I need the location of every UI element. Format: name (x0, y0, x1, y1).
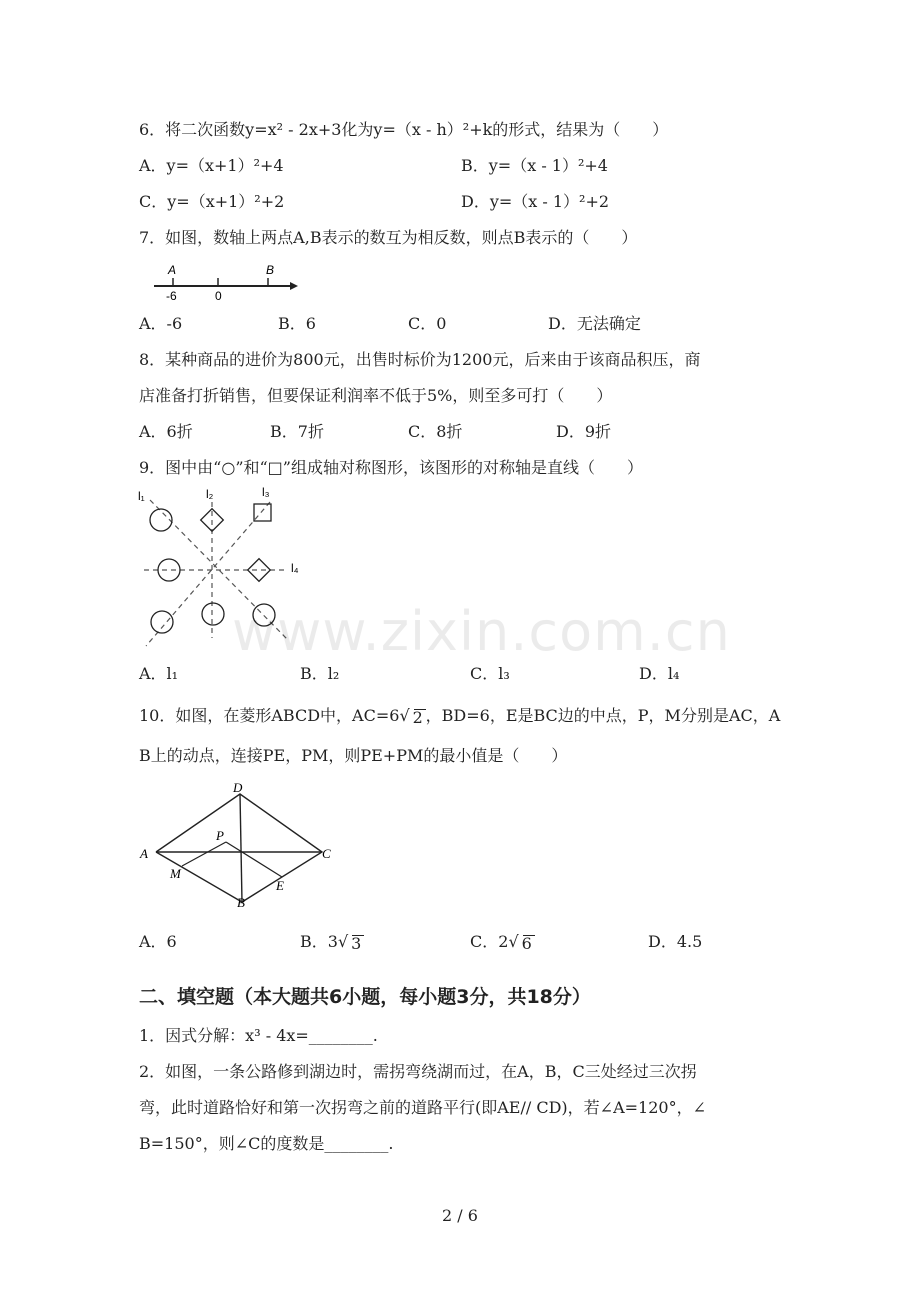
q9-stem: 9．图中由“○”和“□”组成轴对称图形，该图形的对称轴是直线（ ） (139, 458, 643, 477)
f2-line2: 弯，此时道路恰好和第一次拐弯之前的道路平行(即AE// CD)，若∠A=120°，∠ (139, 1098, 706, 1117)
sqrt-icon: √ (399, 706, 410, 725)
q7-option-a: A．-6 (139, 314, 183, 333)
q6-option-d: D．y=（x - 1）²+2 (461, 192, 610, 211)
watermark: www.zixin.com.cn (232, 600, 731, 663)
sqrt-icon: √ (337, 932, 349, 951)
q10-option-b (300, 932, 364, 952)
q9-option-b: B．l₂ (300, 664, 340, 683)
q7-label-b: B (266, 263, 275, 277)
q10-line1-prefix: 10．如图，在菱形ABCD中，AC=6 (139, 706, 400, 725)
q9-option-d: D．l₄ (639, 664, 680, 683)
q6-stem: 6．将二次函数y=x² - 2x+3化为y=（x - h）²+k的形式，结果为（ ） (139, 120, 669, 139)
q6-option-a: A．y=（x+1）²+4 (139, 156, 284, 175)
q8-option-c: C．8折 (408, 422, 463, 441)
q6-option-b: B．y=（x - 1）²+4 (461, 156, 608, 175)
q10-option-d: D．4.5 (648, 932, 703, 951)
q10-sqrt-radicand: 2 (410, 708, 426, 724)
q10-label-p: P (216, 828, 224, 843)
q9-label-l4: l₄ (291, 561, 299, 575)
q7-tick-neg6: -6 (166, 289, 177, 303)
q10-option-c (470, 932, 535, 952)
q8-option-d: D．9折 (556, 422, 612, 441)
q10-label-m: M (170, 866, 181, 881)
q10-line2: B上的动点，连接PE，PM，则PE+PM的最小值是（ ） (139, 746, 568, 765)
q9-label-l1: l₁ (138, 489, 145, 503)
q9-option-a: A．l₁ (139, 664, 179, 683)
q10-line1 (139, 706, 780, 726)
q10-rhombus-figure (138, 780, 348, 910)
q7-tick-0: 0 (215, 289, 222, 303)
q9-option-c: C．l₃ (470, 664, 510, 683)
q10-label-c: C (322, 846, 331, 861)
q7-option-c: C．0 (408, 314, 447, 333)
q8-line2: 店准备打折销售，但要保证利润率不低于5%，则至多可打（ ） (139, 386, 613, 405)
q10-option-a: A．6 (139, 932, 177, 951)
q7-label-a: A (168, 263, 177, 277)
q10-label-a: A (140, 846, 148, 861)
q8-option-b: B．7折 (270, 422, 324, 441)
section2-title: 二、填空题（本大题共6小题，每小题3分，共18分） (139, 986, 591, 1008)
q6-option-c: C．y=（x+1）²+2 (139, 192, 285, 211)
f2-line1: 2．如图，一条公路修到湖边时，需拐弯绕湖而过，在A，B，C三处经过三次拐 (139, 1062, 697, 1081)
q10-label-d: D (233, 780, 243, 795)
q10-line1-suffix: ，BD=6，E是BC边的中点，P，M分别是AC，A (425, 706, 781, 725)
q7-option-b: B．6 (278, 314, 316, 333)
q10-label-e: E (276, 878, 284, 893)
q8-option-a: A．6折 (139, 422, 193, 441)
q10-option-b-radicand: 3 (348, 934, 364, 950)
q7-option-d: D．无法确定 (548, 314, 641, 333)
q8-line1: 8．某种商品的进价为800元，出售时标价为1200元，后来由于该商品积压，商 (139, 350, 701, 369)
q10-option-c-radicand: 6 (519, 934, 535, 950)
q7-stem: 7．如图，数轴上两点A,B表示的数互为相反数，则点B表示的（ ） (139, 228, 638, 247)
q7-number-line-figure (148, 258, 308, 308)
q9-label-l2: l₂ (206, 487, 214, 501)
f1-text: 1．因式分解：x³ - 4x=________. (139, 1026, 378, 1045)
f2-line3: B=150°，则∠C的度数是________. (139, 1134, 394, 1153)
page-number: 2 / 6 (442, 1206, 478, 1225)
q9-label-l3: l₃ (262, 485, 270, 499)
q10-label-b: B (237, 895, 245, 910)
q10-option-b-prefix: B．3 (300, 932, 338, 951)
q10-option-c-prefix: C．2 (470, 932, 509, 951)
sqrt-icon: √ (508, 932, 519, 951)
